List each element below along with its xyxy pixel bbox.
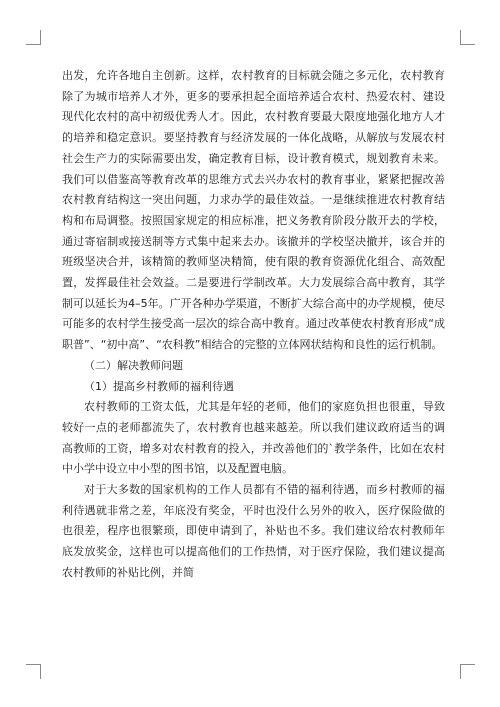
crop-mark-bottom-left	[26, 664, 41, 679]
subsection-heading-teacher-welfare: （1）提高乡村教师的福利待遇	[84, 379, 234, 393]
section-heading-teacher-problem: （二）解决教师问题	[84, 358, 183, 372]
paragraph-teacher-salary: 农村教师的工资太低，尤其是年轻的老师，他们的家庭负担也很重，导致较好一点的老师都流失了，农村教育也越来越差。所以我们建议政府适当的调高教师的工资，增多对农村教育的投入，并改善他们的`教学条件，比如在农村中小学中设立中小型的图书馆，以及配置电脑。	[62, 400, 445, 476]
page-body	[62, 66, 445, 584]
crop-mark-bottom-right	[460, 664, 475, 679]
crop-mark-top-left	[26, 30, 41, 45]
crop-mark-top-right	[460, 30, 475, 45]
paragraph-education-reform: 出发，允许各地自主创新。这样，农村教育的目标就会随之多元化，农村教育除了为城市培养人才外，更多的要承担起全面培养适合农村、热爱农村、建设现代化农村的高中初级优秀人才。因此，农村教育要最大限度地强化地方人才的培养和稳定意识。要坚持教育与经济发展的一体化战略，从解放与发展农村社会生产力的实际需要出发，确定教育目标，设计教育模式，规划教育未来。我们可以借鉴高等教育改革的思维方式去兴办农村的教育事业，紧紧把握改善农村教育结构这一突出问题，力求办学的最佳效益。一是继续推进农村教育结构和布局调整。按照国家规定的相应标准，把义务教育阶段分散开去的学校，通过寄宿制或接送制等方式集中起来去办。该撤并的学校坚决撤并，该合并的班级坚决合并，该精简的教师坚决精简，使有限的教育资源优化组合、高效配置，发挥最佳社会效益。二是要进行学制改革。大力发展综合高中教育，其学制可以延长为4–5年。广开各种办学渠道，不断扩大综合高中的办学规模，使尽可能多的农村学生接受高一层次的综合高中教育。通过改革使农村教育形成“成职普”、“初中高”、“农科教”相结合的完整的立体网状结构和良性的运行机制。	[62, 69, 445, 352]
paragraph-teacher-benefits: 对于大多数的国家机构的工作人员都有不错的福利待遇，而乡村教师的福利待遇就非常之差，年底没有奖金，平时也没什么另外的收入，医疗保险做的也很差，程序也很繁琐，即使申请到了，补贴也不多。我们建议给农村教师年底发放奖金，这样也可以提高他们的工作热情，对于医疗保险，我们建议提高农村教师的补贴比例，并简	[62, 483, 445, 579]
